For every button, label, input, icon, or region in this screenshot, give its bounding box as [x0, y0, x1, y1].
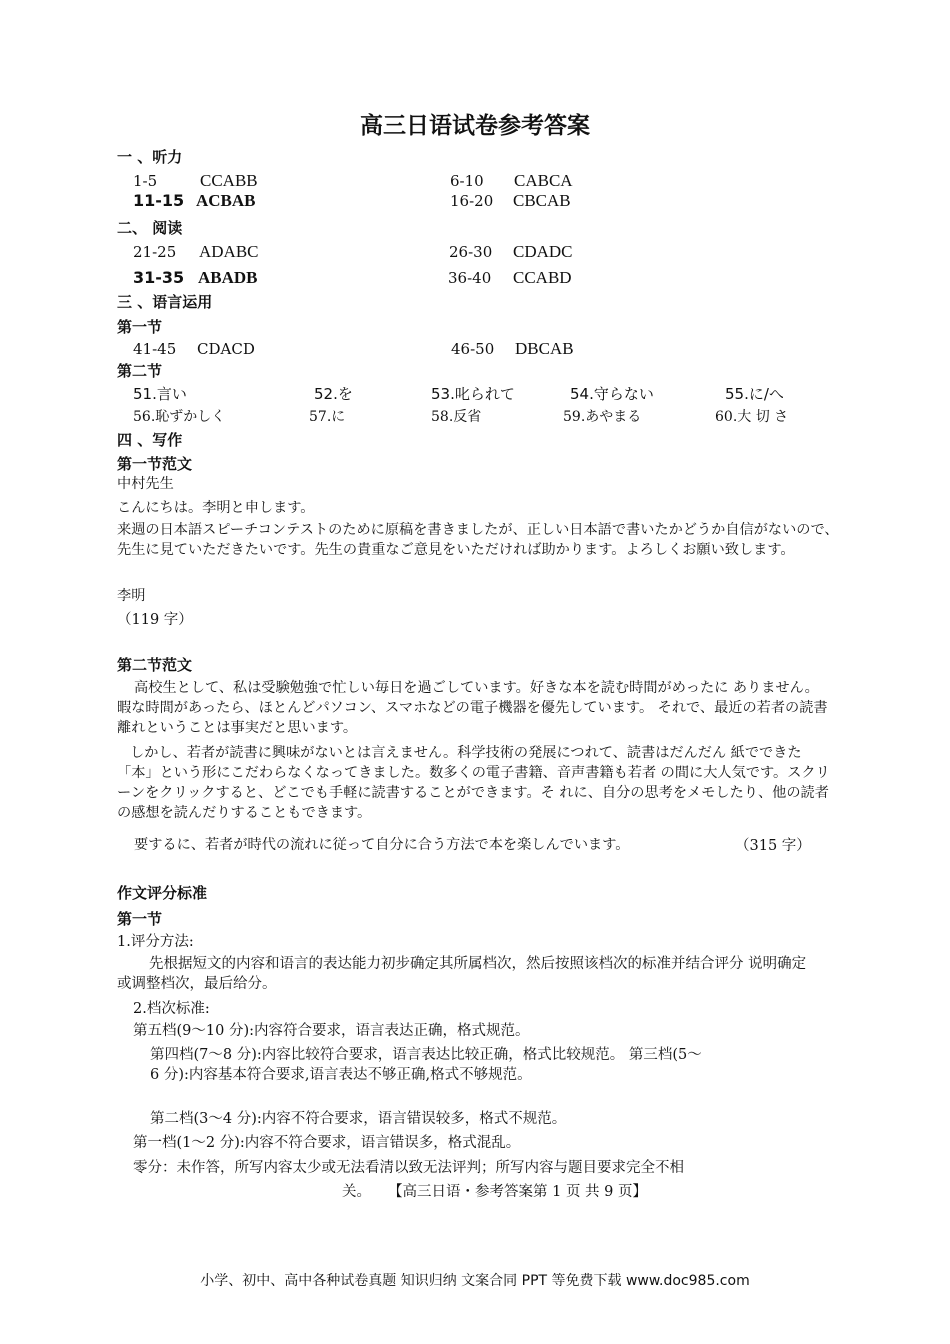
answer-value: CBCAB: [513, 191, 571, 210]
answer-range: 21-25: [133, 243, 177, 261]
answer-value: DBCAB: [515, 339, 574, 358]
criteria-method-label: 1.评分方法:: [117, 934, 194, 950]
answer-range: 46-50: [451, 340, 495, 358]
sample2-word-count: （315 字）: [735, 838, 811, 854]
criteria-level: 第五档(9～10 分):内容符合要求，语言表达正确，格式规范。: [133, 1023, 530, 1039]
fill-answer: 53.叱られて: [431, 385, 515, 403]
answer-value: CDADC: [513, 242, 573, 261]
sample2-paragraph: 要するに、若者が時代の流れに従って自分に合う方法で本を楽しんでいます。: [134, 837, 630, 853]
answer-range: 11-15: [133, 191, 185, 210]
fill-answer: 55.に/へ: [725, 385, 784, 403]
criteria-level: 第一档(1～2 分):内容不符合要求，语言错误多，格式混乱。: [133, 1135, 521, 1151]
fill-answer: 57.に: [309, 409, 346, 425]
criteria-heading: 作文评分标准: [117, 884, 208, 902]
subsection-part2-heading: 第二节: [117, 362, 163, 380]
sample2-paragraph: しかし、若者が読書に興味がないとは言えません。科学技術の発展につれて、読書はだんだん 紙でできた「本」という形にこだわらなくなってきました。数多くの電子書籍、音声書籍も若者 の間に大人気です。スクリーンをクリックすると、どこでも手軽に読書することができます。そ れに、自分の思考をメモしたり、他の読者の感想を読んだりすることもできます。: [117, 745, 830, 821]
answer-value: CDACD: [197, 340, 255, 358]
answer-range: 1-5: [133, 172, 158, 190]
criteria-method-body: 先根据短文的内容和语言的表达能力初步确定其所属档次，然后按照该档次的标准并结合评分 说明确定或调整档次，最后给分。: [117, 956, 807, 992]
subsection-part1-heading: 第一节: [117, 318, 163, 336]
answer-range: 36-40: [448, 269, 492, 287]
fill-answer: 59.あやまる: [563, 409, 642, 425]
sample2-heading: 第二节范文: [117, 656, 193, 674]
answer-range: 6-10: [450, 172, 484, 190]
fill-answer: 58.反省: [431, 409, 482, 425]
answer-range: 31-35: [133, 268, 185, 287]
criteria-levels-label: 2.档次标准:: [133, 1001, 210, 1017]
sample1-heading: 第一节范文: [117, 455, 193, 473]
section-listening-heading: 一 、听力: [117, 148, 183, 166]
answer-range: 41-45: [133, 340, 177, 358]
criteria-zero-end: 关。: [342, 1184, 371, 1200]
answer-value: CABCA: [514, 171, 573, 190]
criteria-level: 第二档(3～4 分):内容不符合要求，语言错误较多，格式不规范。: [150, 1111, 567, 1127]
sample1-line: こんにちは。李明と申します。: [117, 500, 315, 516]
sample1-body: 来週の日本語スピーチコンテストのために原稿を書きましたが、正しい日本語で書いたかどうか自信がないので、先生に見ていただきたいです。先生の貴重なご意見をいただければ助かります。よろしくお願い致します。: [117, 522, 839, 558]
page-marker: 【高三日语・参考答案第 1 页 共 9 页】: [388, 1184, 647, 1200]
section-reading-heading: 二、 阅读: [117, 219, 183, 237]
criteria-part1-heading: 第一节: [117, 910, 163, 928]
page-title: 高三日语试卷参考答案: [360, 113, 590, 139]
answer-value: ADABC: [199, 242, 259, 261]
section-writing-heading: 四 、写作: [117, 431, 183, 449]
answer-value: ACBAB: [196, 191, 256, 210]
sample1-signature: 李明: [117, 588, 146, 604]
sample1-greeting: 中村先生: [117, 476, 174, 492]
sample1-word-count: （119 字）: [117, 612, 193, 628]
sample2-paragraph: 高校生として、私は受験勉強で忙しい毎日を過ごしています。好きな本を読む時間がめったに ありません。暇な時間があったら、ほとんどパソコン、スマホなどの電子機器を優先しています。 それで、最近の若者の読書離れということは事実だと思います。: [117, 680, 828, 736]
criteria-level: 第四档(7～8 分):内容比较符合要求，语言表达比较正确，格式比较规范。 第三档(5～6 分):内容基本符合要求,语言表达不够正确,格式不够规范。: [150, 1047, 702, 1083]
fill-answer: 54.守らない: [570, 385, 654, 403]
answer-range: 16-20: [450, 192, 494, 210]
fill-answer: 60.大 切 さ: [715, 409, 789, 425]
fill-answer: 51.言い: [133, 385, 187, 403]
fill-answer: 52.を: [314, 385, 353, 403]
footer-text: 小学、初中、高中各种试卷真题 知识归纳 文案合同 PPT 等免费下载 www.doc985.com: [200, 1273, 750, 1289]
answer-value: CCABD: [513, 268, 572, 287]
answer-value: ABADB: [198, 268, 258, 287]
criteria-zero: 零分：未作答，所写内容太少或无法看清以致无法评判；所写内容与题目要求完全不相: [133, 1160, 684, 1176]
fill-answer: 56.恥ずかしく: [133, 409, 226, 425]
section-language-use-heading: 三 、语言运用: [117, 293, 213, 311]
answer-range: 26-30: [449, 243, 493, 261]
answer-value: CCABB: [200, 171, 258, 190]
